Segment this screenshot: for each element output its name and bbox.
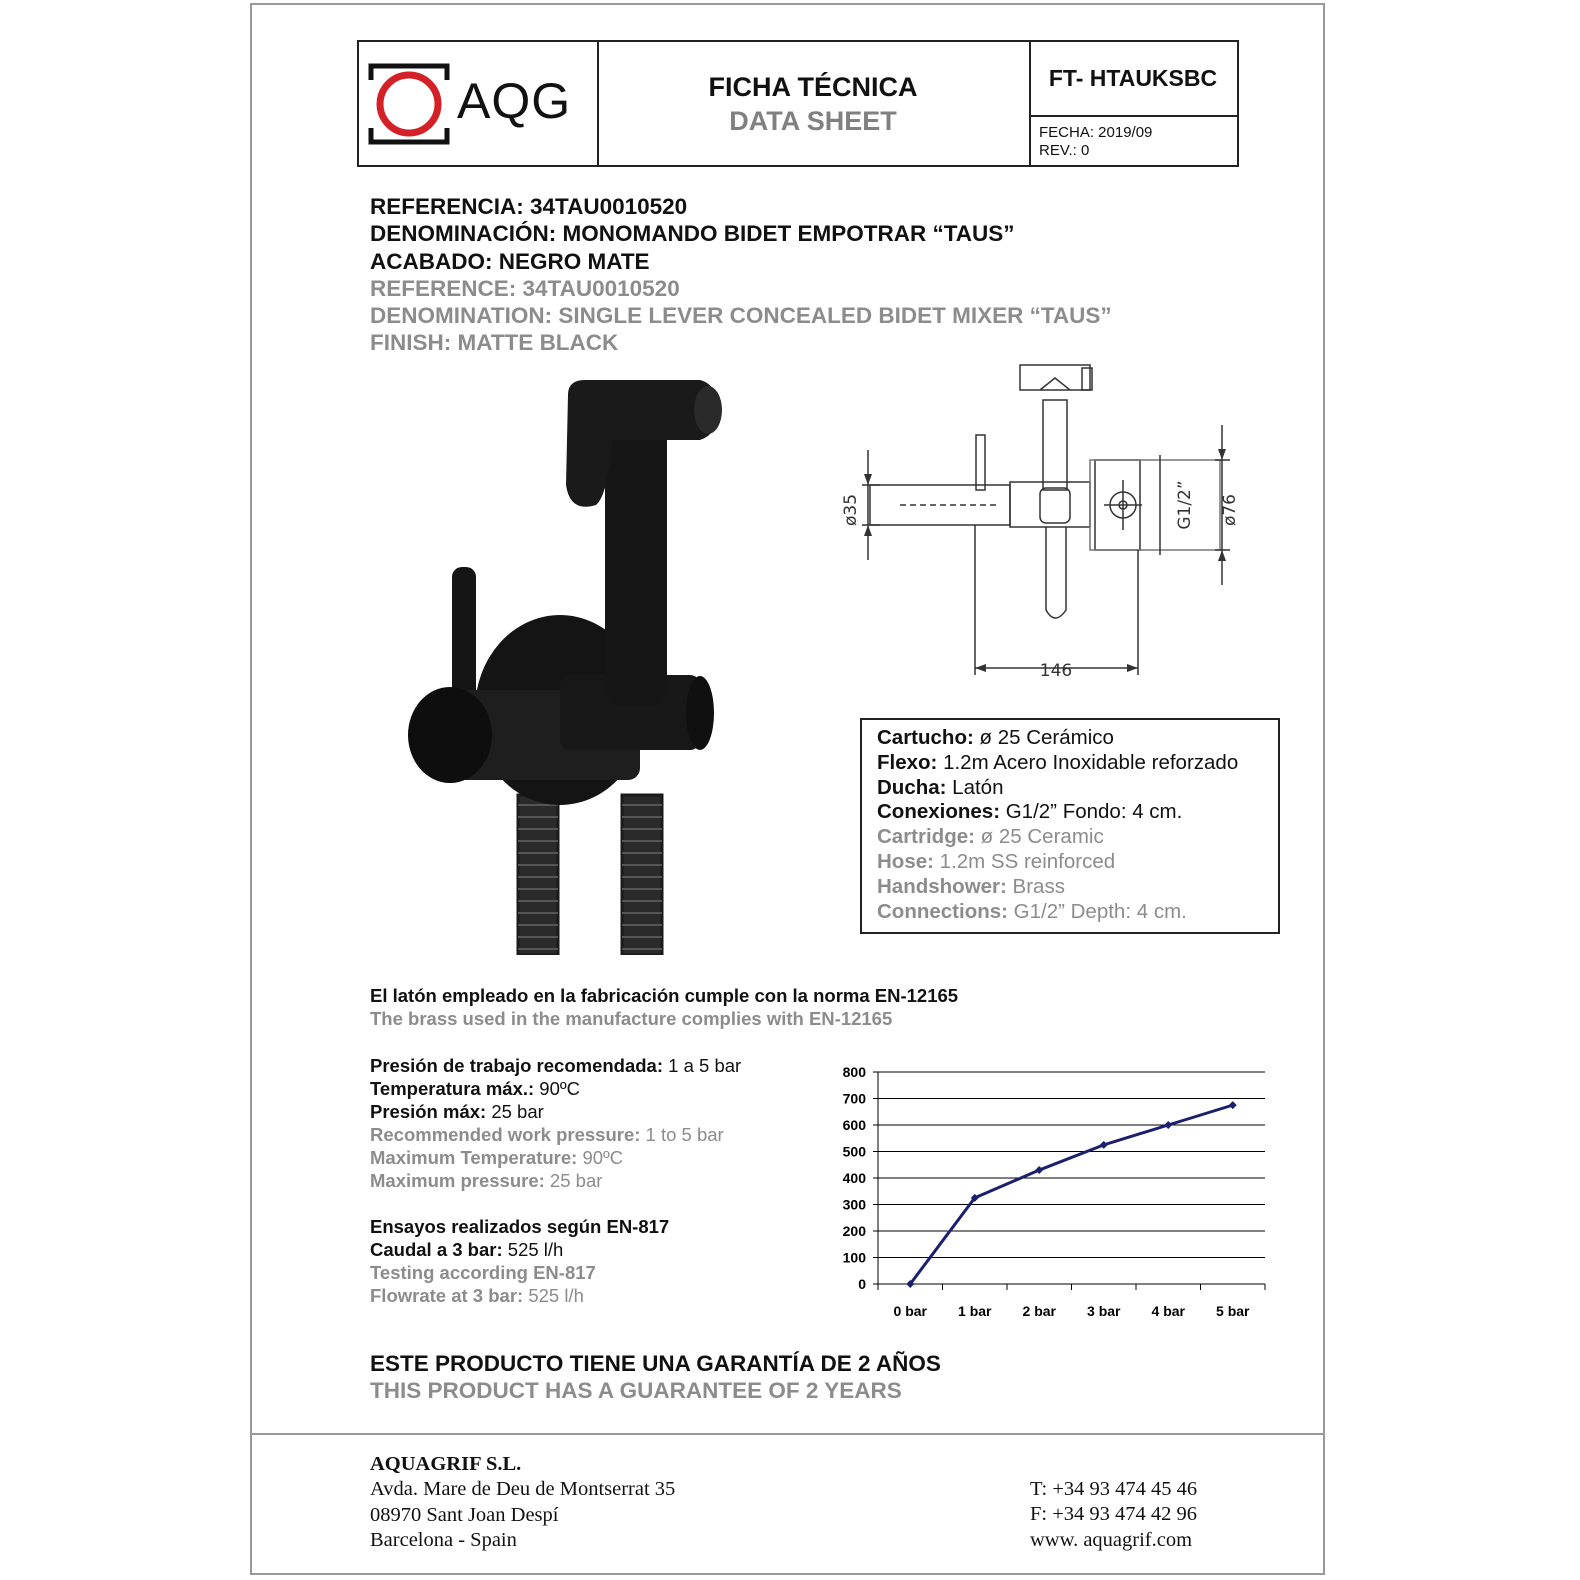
flow-es-label: Caudal a 3 bar: [370, 1239, 503, 1260]
reference: REFERENCE: 34TAU0010520 [370, 275, 680, 301]
footer-address [370, 1452, 675, 1554]
spec-value: ø 25 Cerámico [973, 726, 1114, 749]
address-line-2: 08970 Sant Joan Despí [370, 1503, 559, 1526]
data-point [1100, 1141, 1108, 1149]
logo-text: AQG [457, 73, 572, 129]
flow-es-value: 525 l/h [502, 1239, 564, 1260]
spec-value: ø 25 Ceramic [974, 825, 1104, 849]
title-en: DATA SHEET [729, 106, 897, 136]
footer-divider [250, 1433, 1325, 1435]
spec-line [877, 800, 1278, 825]
y-tick-label: 700 [842, 1090, 866, 1107]
brass-en: The brass used in the manufacture complies with EN-12165 [370, 1008, 893, 1029]
flow-en-value: 525 l/h [523, 1285, 584, 1306]
dim-35-label: ø35 [841, 493, 861, 527]
pressure-value: 1 a 5 bar [663, 1055, 742, 1076]
spec-line [877, 751, 1278, 776]
spec-line [877, 875, 1278, 900]
pressure-line [370, 1169, 741, 1192]
pressure-label: Temperatura máx.: [370, 1078, 535, 1099]
pressure-label: Maximum pressure: [370, 1170, 545, 1191]
address-line-3: Barcelona - Spain [370, 1529, 517, 1552]
pressure-line [370, 1100, 741, 1123]
dim-146-label: 146 [1039, 661, 1073, 681]
website-link[interactable]: www. aquagrif.com [1030, 1528, 1193, 1551]
title-cell [597, 42, 1031, 165]
pressure-value: 1 to 5 bar [640, 1124, 724, 1145]
x-tick-label: 3 bar [1087, 1303, 1121, 1319]
spec-value: G1/2” Fondo: 4 cm. [1000, 800, 1183, 824]
pressure-label: Presión máx: [370, 1101, 487, 1122]
data-point [1229, 1101, 1237, 1109]
y-tick-label: 200 [842, 1223, 866, 1239]
x-tick-label: 0 bar [893, 1303, 927, 1319]
data-point [1164, 1121, 1172, 1129]
guarantee-es: ESTE PRODUCTO TIENE UNA GARANTÍA DE 2 AÑOS [370, 1351, 941, 1376]
spec-value: 1.2m Acero Inoxidable reforzado [937, 750, 1239, 774]
product-reference [370, 193, 1112, 357]
pressure-line [370, 1123, 741, 1146]
product-photo [400, 375, 740, 955]
y-tick-label: 600 [842, 1117, 866, 1133]
logo-cell [359, 42, 599, 165]
spec-label: Ducha: [877, 775, 947, 799]
y-tick-label: 400 [842, 1170, 866, 1186]
pressure-block [370, 1054, 741, 1192]
pressure-label: Presión de trabajo recomendada: [370, 1055, 664, 1076]
pressure-line [370, 1054, 741, 1077]
spec-line [877, 900, 1278, 925]
spec-line [877, 825, 1278, 850]
spec-value: Latón [946, 775, 1004, 799]
acabado: ACABADO: NEGRO MATE [370, 248, 650, 274]
pressure-value: 25 bar [544, 1170, 603, 1191]
spec-label: Handshower: [877, 874, 1007, 898]
spec-label: Flexo: [877, 750, 938, 774]
pressure-label: Maximum Temperature: [370, 1147, 578, 1168]
title-es: FICHA TÉCNICA [708, 72, 918, 102]
denominacion: DENOMINACIÓN: MONOMANDO BIDET EMPOTRAR “TAUS” [370, 221, 1015, 247]
finish: FINISH: MATTE BLACK [370, 330, 619, 356]
pressure-line [370, 1077, 741, 1100]
spec-label: Cartucho: [877, 726, 974, 749]
testing-title-en: Testing according EN-817 [370, 1262, 596, 1283]
spec-box [860, 718, 1280, 934]
y-tick-label: 100 [842, 1249, 866, 1266]
referencia: REFERENCIA: 34TAU0010520 [370, 194, 688, 219]
header-table [357, 40, 1239, 167]
spec-label: Hose: [877, 849, 934, 873]
technical-drawing [840, 360, 1260, 690]
dim-g12-label: G1/2” [1175, 480, 1195, 530]
pressure-label: Recommended work pressure: [370, 1124, 641, 1145]
guarantee-en: THIS PRODUCT HAS A GUARANTEE OF 2 YEARS [370, 1378, 902, 1403]
dim-76-label: ø76 [1220, 493, 1240, 527]
pressure-line [370, 1146, 741, 1169]
pressure-value: 90ºC [577, 1147, 624, 1168]
fax: F: +34 93 474 42 96 [1030, 1503, 1198, 1526]
spec-value: G1/2” Depth: 4 cm. [1007, 899, 1187, 923]
footer-contact [1030, 1477, 1197, 1553]
revision-info [1039, 124, 1152, 160]
company-name: AQUAGRIF S.L. [370, 1453, 522, 1475]
x-tick-label: 5 bar [1216, 1303, 1250, 1319]
x-tick-label: 4 bar [1151, 1303, 1185, 1319]
y-tick-label: 800 [842, 1064, 866, 1080]
date: FECHA: 2019/09 [1039, 124, 1153, 141]
y-tick-label: 0 [858, 1276, 866, 1292]
spec-value: 1.2m SS reinforced [933, 849, 1116, 873]
spec-label: Conexiones: [877, 800, 1001, 824]
y-tick-label: 500 [842, 1143, 866, 1160]
code-cell [1029, 42, 1237, 165]
testing-block [370, 1215, 669, 1307]
flow-en-label: Flowrate at 3 bar: [370, 1285, 524, 1306]
spec-line [877, 850, 1278, 875]
brass-note [370, 984, 958, 1030]
pressure-value: 90ºC [534, 1078, 581, 1099]
pressure-value: 25 bar [486, 1101, 544, 1122]
spec-label: Connections: [877, 899, 1008, 923]
spec-label: Cartridge: [877, 825, 975, 849]
guarantee [370, 1350, 941, 1404]
spec-line [877, 776, 1278, 801]
x-tick-label: 1 bar [958, 1303, 992, 1319]
x-tick-label: 2 bar [1022, 1303, 1056, 1319]
spec-value: Brass [1006, 874, 1065, 898]
testing-title-es: Ensayos realizados según EN-817 [370, 1216, 670, 1237]
y-tick-label: 300 [842, 1196, 866, 1213]
revision: REV.: 0 [1039, 142, 1090, 159]
denomination: DENOMINATION: SINGLE LEVER CONCEALED BIDET MIXER “TAUS” [370, 303, 1112, 329]
phone: T: +34 93 474 45 46 [1030, 1478, 1198, 1500]
document-code: FT- HTAUKSBC [1029, 42, 1237, 117]
address-line-1: Avda. Mare de Deu de Montserrat 35 [370, 1478, 676, 1501]
brass-es: El latón empleado en la fabricación cumple con la norma EN-12165 [370, 985, 959, 1006]
spec-line [877, 726, 1278, 751]
flow-chart [820, 1060, 1280, 1340]
